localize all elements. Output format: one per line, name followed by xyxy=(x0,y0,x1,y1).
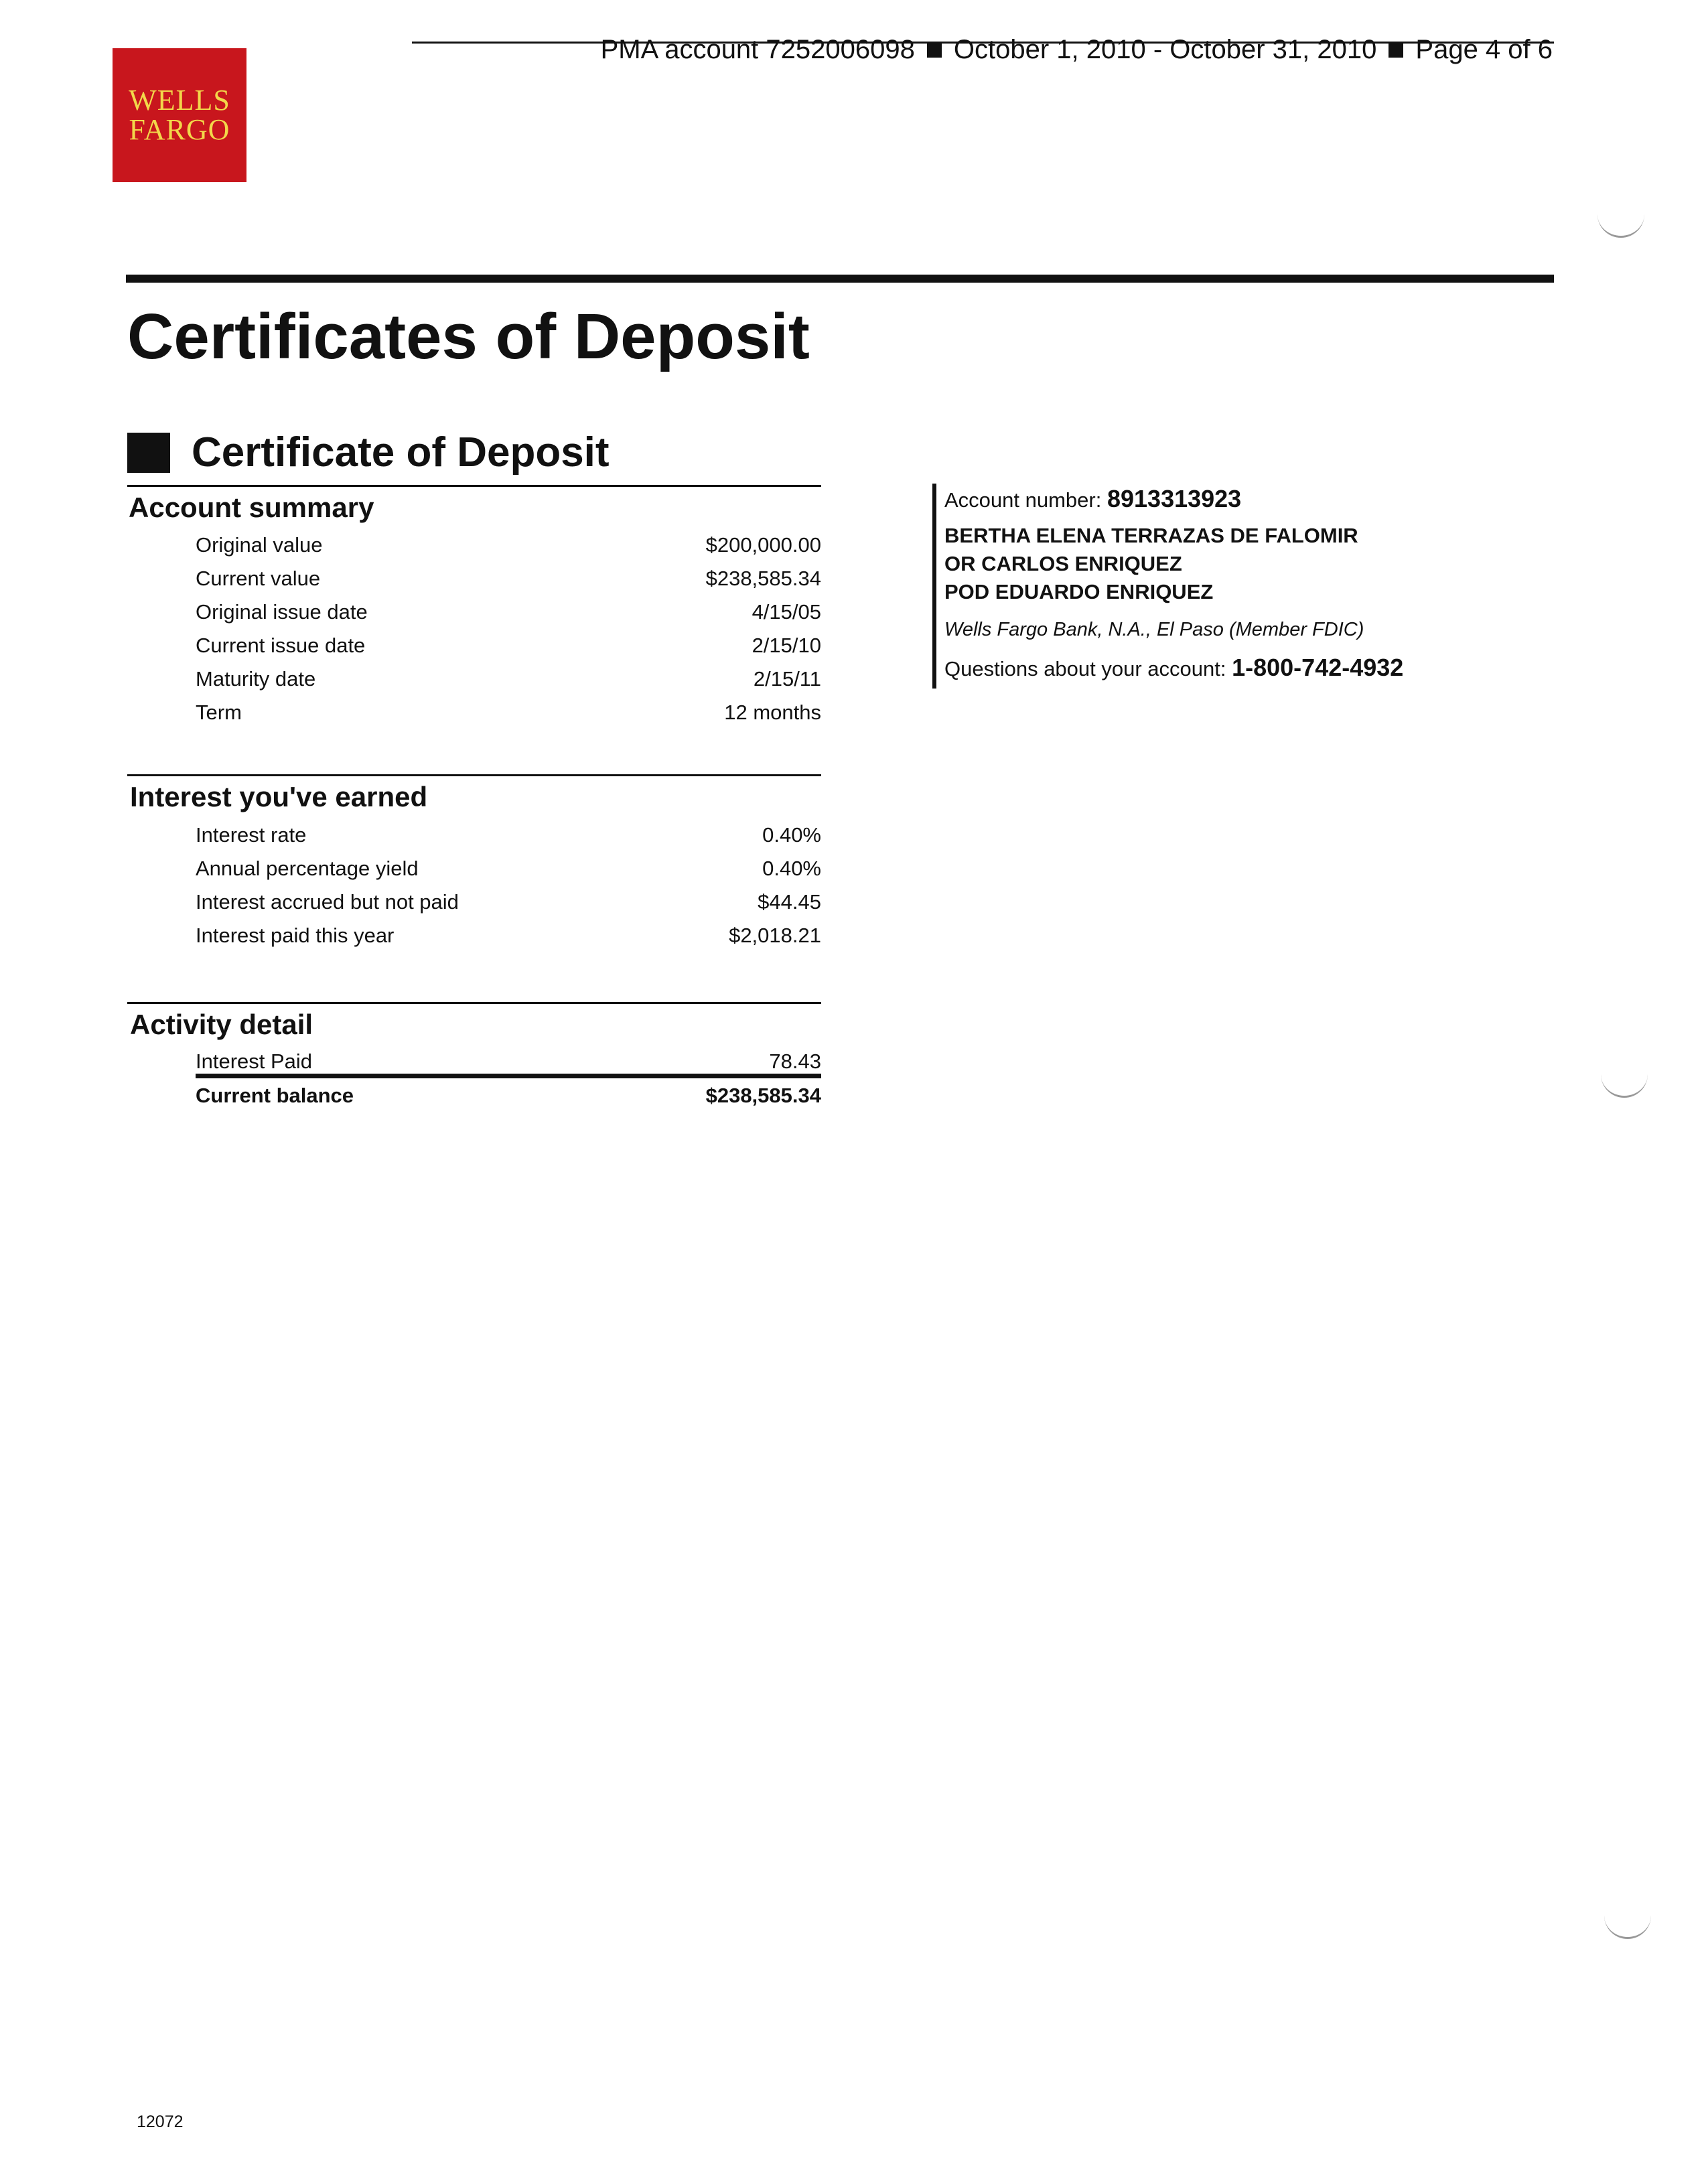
interest-heading: Interest you've earned xyxy=(130,781,428,812)
title-rule xyxy=(126,275,1554,283)
interest-label: Interest paid this year xyxy=(196,924,395,947)
summary-row xyxy=(196,662,821,696)
logo-line-1: WELLS xyxy=(129,84,230,117)
questions-line xyxy=(944,654,1403,682)
interest-value: $2,018.21 xyxy=(729,924,821,947)
header-period: October 1, 2010 - October 31, 2010 xyxy=(953,35,1377,64)
interest-label: Interest rate xyxy=(196,823,307,847)
summary-value: $200,000.00 xyxy=(705,533,821,557)
interest-row xyxy=(196,885,821,919)
page-title: Certificates of Deposit xyxy=(127,301,810,372)
account-number-value: 8913313923 xyxy=(1107,485,1242,512)
account-holder-3: POD EDUARDO ENRIQUEZ xyxy=(944,580,1214,603)
activity-heading: Activity detail xyxy=(130,1009,313,1040)
phone-number: 1-800-742-4932 xyxy=(1232,654,1404,681)
section-title xyxy=(127,429,610,476)
footer-code: 12072 xyxy=(137,2112,184,2131)
account-holder-2: OR CARLOS ENRIQUEZ xyxy=(944,552,1182,575)
summary-label: Original value xyxy=(196,533,323,557)
account-summary-heading: Account summary xyxy=(129,492,374,523)
interest-row xyxy=(196,919,821,952)
activity-value: 78.43 xyxy=(769,1050,821,1073)
punch-hole-mark xyxy=(1597,212,1644,238)
summary-value: 2/15/11 xyxy=(753,667,821,691)
punch-hole-mark xyxy=(1604,1913,1651,1939)
wells-fargo-logo xyxy=(113,48,246,182)
logo-line-2: FARGO xyxy=(129,113,230,146)
interest-value: $44.45 xyxy=(758,890,821,914)
summary-label: Current value xyxy=(196,567,321,590)
interest-rule xyxy=(127,774,821,776)
interest-label: Annual percentage yield xyxy=(196,857,419,880)
interest-value: 0.40% xyxy=(762,857,821,880)
section-title-text: Certificate of Deposit xyxy=(192,429,610,476)
summary-value: $238,585.34 xyxy=(705,567,821,590)
separator-square-icon xyxy=(1389,43,1403,58)
interest-label: Interest accrued but not paid xyxy=(196,890,459,914)
summary-label: Maturity date xyxy=(196,667,316,691)
balance-rule xyxy=(196,1074,821,1078)
summary-value: 4/15/05 xyxy=(752,600,821,624)
summary-row xyxy=(196,528,821,562)
account-holder-1: BERTHA ELENA TERRAZAS DE FALOMIR xyxy=(944,524,1358,547)
separator-square-icon xyxy=(927,43,942,58)
current-balance-label: Current balance xyxy=(196,1084,354,1107)
summary-row xyxy=(196,595,821,629)
statement-header xyxy=(601,35,1553,65)
header-account: PMA account 7252006098 xyxy=(600,35,915,64)
interest-row xyxy=(196,852,821,885)
header-page: Page 4 of 6 xyxy=(1415,35,1553,64)
activity-rule xyxy=(127,1002,821,1004)
summary-label: Term xyxy=(196,701,242,724)
punch-hole-mark xyxy=(1601,1072,1648,1098)
account-info-bar xyxy=(932,484,936,689)
section-square-icon xyxy=(127,433,170,473)
interest-value: 0.40% xyxy=(762,823,821,847)
activity-label: Interest Paid xyxy=(196,1050,313,1073)
account-number xyxy=(944,485,1241,513)
current-balance-row xyxy=(196,1079,821,1112)
summary-row xyxy=(196,562,821,595)
account-summary-rule xyxy=(127,485,821,487)
bank-name: Wells Fargo Bank, N.A., El Paso (Member FDIC) xyxy=(944,619,1364,640)
summary-label: Original issue date xyxy=(196,600,368,624)
current-balance-value: $238,585.34 xyxy=(705,1084,821,1107)
summary-row xyxy=(196,629,821,662)
summary-row xyxy=(196,696,821,729)
questions-label: Questions about your account: xyxy=(944,657,1226,680)
account-number-label: Account number: xyxy=(944,488,1102,512)
summary-value: 12 months xyxy=(724,701,821,724)
summary-value: 2/15/10 xyxy=(752,634,821,657)
interest-row xyxy=(196,818,821,852)
summary-label: Current issue date xyxy=(196,634,366,657)
